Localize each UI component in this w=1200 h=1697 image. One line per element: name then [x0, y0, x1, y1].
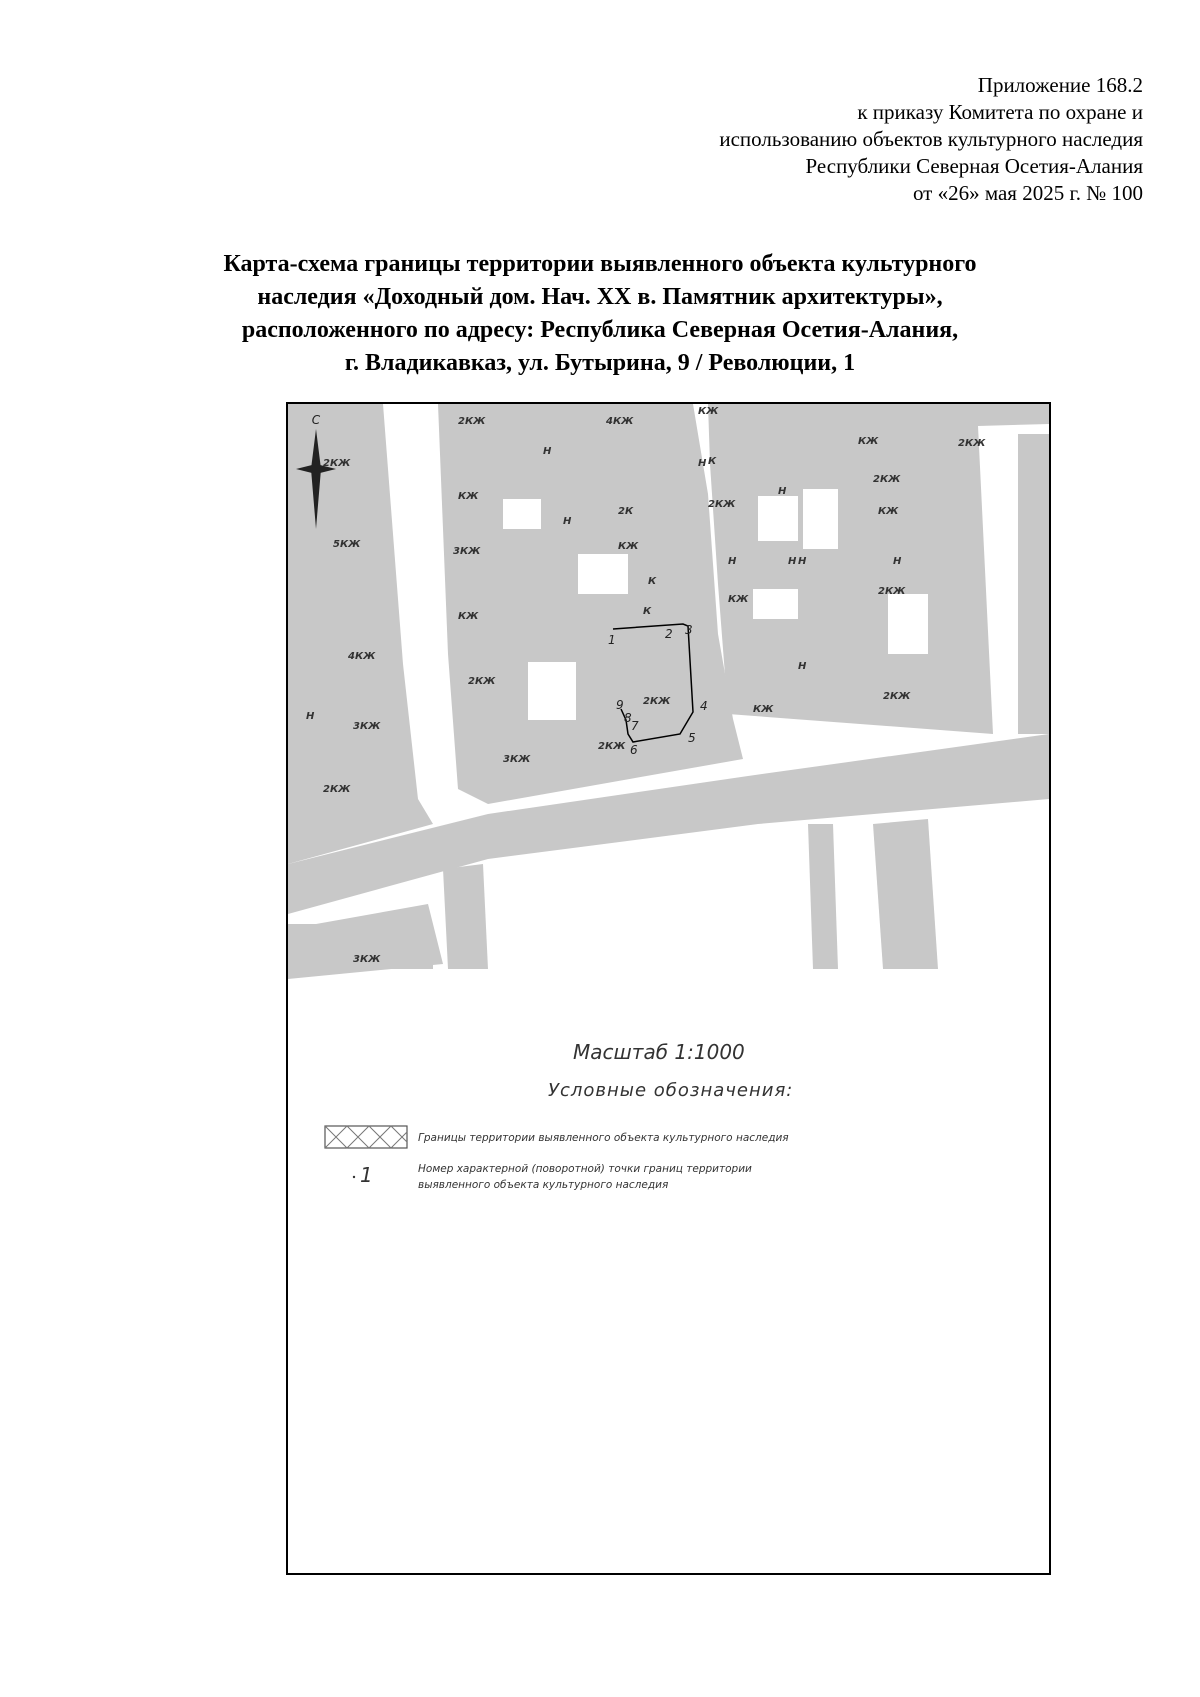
building-label: 2КЖ	[873, 474, 901, 485]
building-label: Н	[778, 486, 787, 497]
building-southeast-2	[808, 824, 838, 969]
annex-header	[719, 72, 1143, 207]
building-label: Н	[306, 711, 315, 722]
building-label: 4КЖ	[348, 651, 376, 662]
building-label: 2КЖ	[323, 784, 351, 795]
title-line-3: расположенного по адресу: Республика Северная Осетия-Алания,	[241, 317, 959, 343]
building-label: 2КЖ	[958, 438, 986, 449]
annex-line-3: использованию объектов культурного наследия	[719, 127, 1143, 151]
building-label: 3КЖ	[353, 721, 381, 732]
building-label: 2КЖ	[878, 586, 906, 597]
building-label: КЖ	[858, 436, 879, 447]
boundary-point-number: 5	[688, 731, 696, 745]
building-label: КЖ	[458, 491, 479, 502]
street-south	[443, 864, 488, 969]
building-label: 3КЖ	[453, 546, 481, 557]
building-label: Н	[788, 556, 797, 567]
boundary-point-number: 9	[616, 698, 624, 712]
building-label: 4КЖ	[606, 416, 634, 427]
building-label: 2КЖ	[323, 458, 351, 469]
building-label: 3КЖ	[503, 754, 531, 765]
building-label: К	[708, 456, 717, 467]
building-label: Н	[728, 556, 737, 567]
building-label: К	[643, 606, 652, 617]
building-label: КЖ	[753, 704, 774, 715]
courtyard-2	[528, 662, 576, 720]
building-label: 2КЖ	[468, 676, 496, 687]
building-label: Н	[798, 661, 807, 672]
block-east	[1018, 434, 1049, 734]
title-line-2: наследия «Доходный дом. Нач. XX в. Памятник архитектуры»,	[257, 284, 943, 310]
building-label: 2К	[618, 506, 634, 517]
building-southeast	[873, 819, 938, 969]
legend-point-dot-icon	[353, 1176, 355, 1178]
building-label: КЖ	[698, 406, 719, 417]
scale-label: Масштаб 1:1000	[573, 1040, 745, 1064]
building-label: 2КЖ	[458, 416, 486, 427]
building-label: КЖ	[878, 506, 899, 517]
legend-boundary-swatch	[325, 1126, 407, 1148]
boundary-point-number: 2	[665, 627, 673, 641]
building-label: КЖ	[618, 541, 639, 552]
boundary-point-number: 7	[631, 719, 639, 733]
building-label: Н	[698, 458, 707, 469]
building-label: 2КЖ	[598, 741, 626, 752]
building-label: КЖ	[458, 611, 479, 622]
courtyard-5	[803, 489, 838, 549]
building-label: К	[648, 576, 657, 587]
boundary-point-number: 1	[608, 633, 616, 647]
legend-point-text-2: выявленного объекта культурного наследия	[418, 1179, 669, 1191]
title-line-1: Карта-схема границы территории выявленного объекта культурного	[223, 251, 977, 277]
legend-point-sample: 1	[360, 1163, 373, 1187]
building-label: Н	[543, 446, 552, 457]
block-west	[288, 404, 433, 864]
courtyard-3	[578, 554, 628, 594]
document-title	[150, 248, 1050, 380]
courtyard-6	[888, 594, 928, 654]
boundary-point-number: 8	[624, 711, 632, 725]
annex-line-1: Приложение 168.2	[977, 73, 1143, 97]
building-label: 2КЖ	[643, 696, 671, 707]
legend-point-text-1: Номер характерной (поворотной) точки границ территории	[418, 1163, 752, 1175]
building-label: 2КЖ	[708, 499, 736, 510]
building-label: Н	[798, 556, 807, 567]
map-area	[288, 404, 1049, 979]
north-label: С	[311, 413, 321, 427]
courtyard-7	[753, 589, 798, 619]
title-line-4: г. Владикавказ, ул. Бутырина, 9 / Революции, 1	[344, 350, 856, 376]
boundary-point-number: 4	[700, 699, 708, 713]
annex-line-4: Республики Северная Осетия-Алания	[805, 154, 1143, 178]
map-svg	[288, 404, 1049, 1573]
building-label: КЖ	[728, 594, 749, 605]
legend-title: Условные обозначения:	[548, 1080, 794, 1101]
courtyard-1	[503, 499, 541, 529]
boundary-point-number: 6	[630, 743, 638, 757]
building-label: 3КЖ	[353, 954, 381, 965]
boundary-point-number: 3	[685, 623, 693, 637]
building-label: Н	[893, 556, 902, 567]
building-label: 5КЖ	[333, 539, 361, 550]
building-label: Н	[563, 516, 572, 527]
courtyard-4	[758, 496, 798, 541]
block-northeast	[708, 404, 1049, 734]
building-label: 2КЖ	[883, 691, 911, 702]
legend-boundary-text: Границы территории выявленного объекта культурного наследия	[418, 1132, 789, 1144]
map-frame	[286, 402, 1051, 1575]
annex-line-5: от «26» мая 2025 г. № 100	[912, 181, 1143, 205]
annex-line-2: к приказу Комитета по охране и	[857, 100, 1143, 124]
